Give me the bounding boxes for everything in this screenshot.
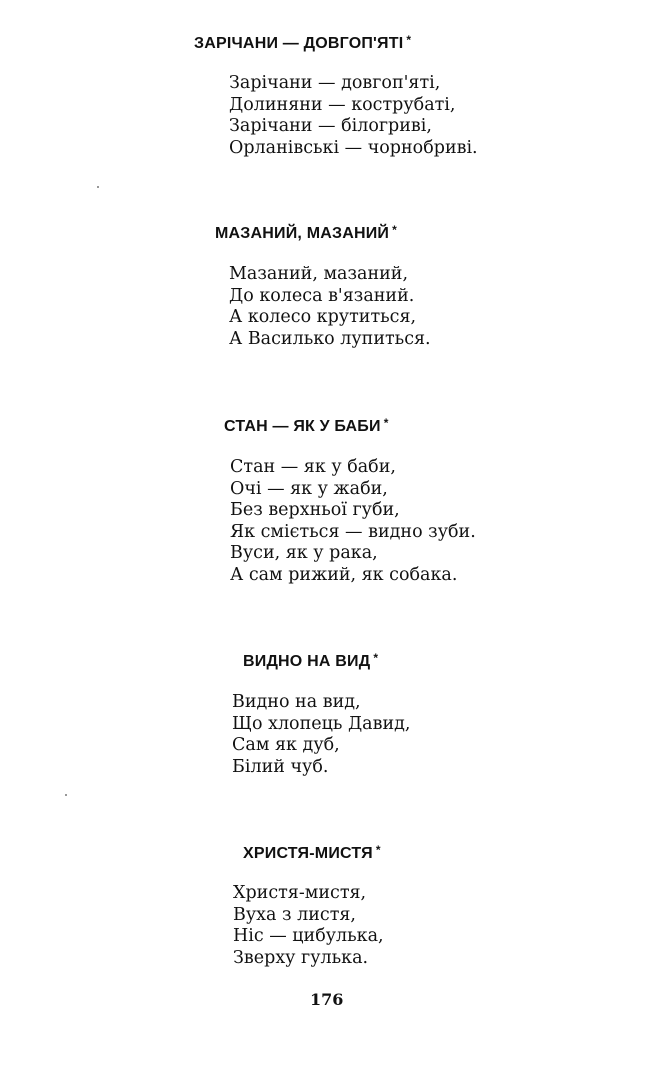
- verse-line: Зарічани — білогриві,: [229, 116, 432, 136]
- footnote-marker: *: [406, 33, 412, 47]
- verse-line: Зарічани — довгоп'яті,: [229, 73, 441, 93]
- poem-verse: [232, 692, 410, 778]
- verse-line: Ніс — цибулька,: [233, 926, 384, 946]
- page-number: 176: [310, 990, 344, 1009]
- poem-title: ХРИСТЯ-МИСТЯ *: [243, 843, 381, 862]
- verse-line: Мазаний, мазаний,: [229, 264, 409, 284]
- verse-line: Що хлопець Давид,: [232, 713, 411, 734]
- footnote-marker: *: [375, 843, 381, 857]
- poem-verse: [230, 457, 476, 586]
- verse-line: Вуха з листя,: [233, 904, 356, 925]
- verse-line: Видно на вид,: [232, 692, 361, 712]
- verse-line: Орланівські — чорнобриві.: [229, 137, 478, 158]
- verse-line: А сам рижий, як собака.: [230, 564, 458, 585]
- footnote-marker: *: [383, 416, 389, 430]
- scan-speck: [65, 794, 67, 796]
- verse-line: Долиняни — кострубаті,: [229, 94, 456, 115]
- verse-line: Христя-мистя,: [233, 883, 367, 903]
- poem-title: ВИДНО НА ВИД *: [243, 651, 379, 670]
- poem-verse: [229, 73, 478, 159]
- poem-verse: [233, 883, 384, 969]
- scan-speck: [97, 186, 99, 188]
- verse-line: Як сміється — видно зуби.: [230, 521, 476, 542]
- verse-line: До колеса в'язаний.: [229, 285, 415, 306]
- poem-title: ЗАРІЧАНИ — ДОВГОП'ЯТІ *: [194, 33, 412, 52]
- verse-line: Сам як дуб,: [232, 735, 340, 755]
- footnote-marker: *: [373, 651, 379, 665]
- verse-line: Білий чуб.: [232, 756, 329, 777]
- verse-line: Без верхньої губи,: [230, 500, 400, 520]
- poem-title: СТАН — ЯК У БАБИ *: [224, 416, 389, 435]
- poem-title: МАЗАНИЙ, МАЗАНИЙ *: [215, 223, 397, 242]
- verse-line: А колесо крутиться,: [229, 307, 417, 327]
- poem-verse: [229, 264, 431, 350]
- verse-line: Очі — як у жаби,: [230, 478, 388, 499]
- verse-line: Вуси, як у рака,: [230, 543, 378, 563]
- verse-line: Стан — як у баби,: [230, 457, 396, 477]
- verse-line: А Василько лупиться.: [229, 328, 431, 349]
- footnote-marker: *: [392, 223, 397, 237]
- verse-line: Зверху гулька.: [233, 947, 369, 968]
